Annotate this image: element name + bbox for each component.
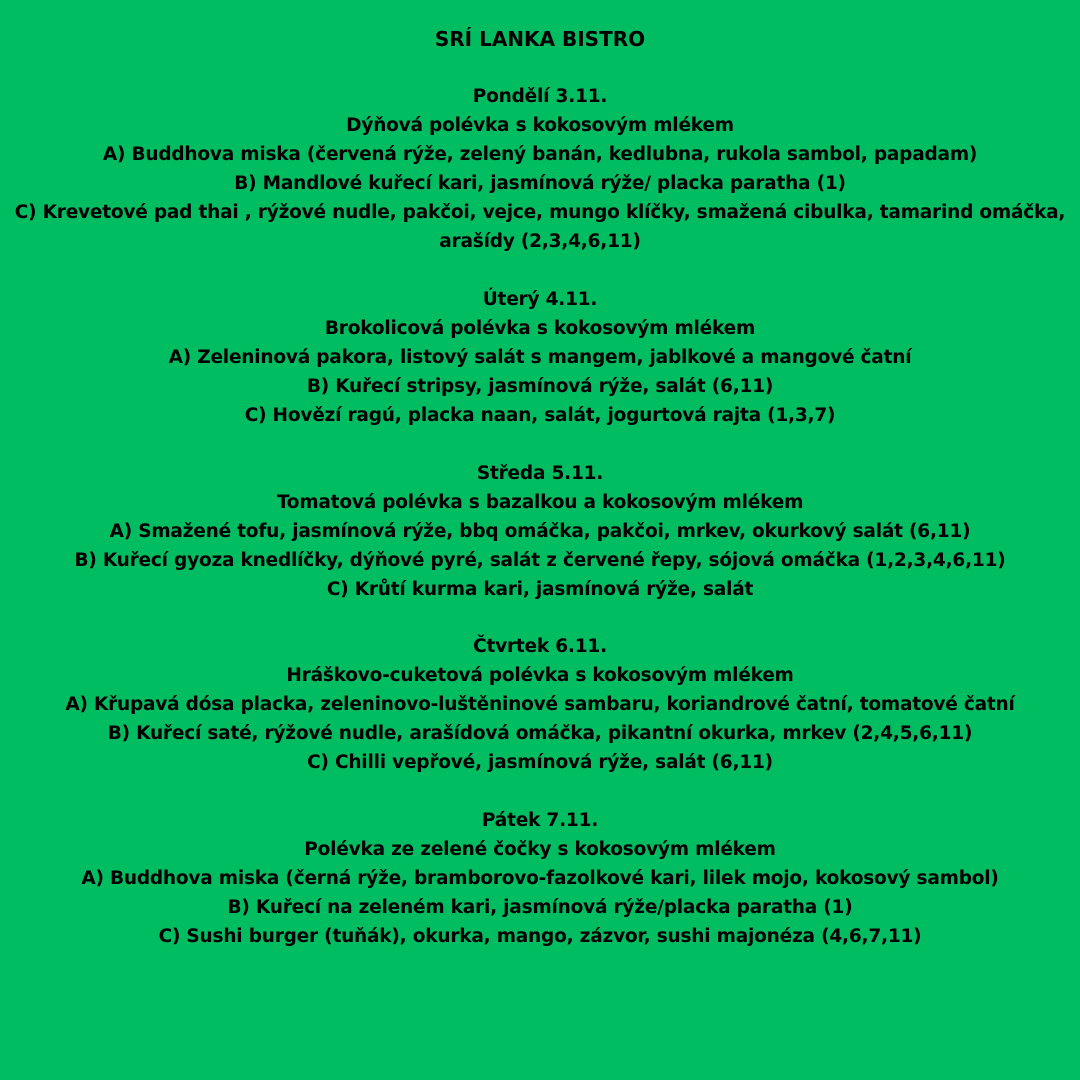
menu-option-b: B) Kuřecí stripsy, jasmínová rýže, salát (6,11) [306,376,774,397]
day-heading: Pondělí 3.11. [472,86,608,107]
menu-option-c: C) Krůtí kurma kari, jasmínová rýže, salát [326,579,754,600]
menu-option-c: C) Chilli vepřové, jasmínová rýže, salát (6,11) [307,752,773,773]
day-heading: Úterý 4.11. [482,289,598,310]
soup-line: Tomatová polévka s bazalkou a kokosovým mlékem [276,492,804,513]
menu-option-c: C) Hovězí ragú, placka naan, salát, jogurtová rajta (1,3,7) [244,405,836,426]
day-heading: Čtvrtek 6.11. [473,636,607,657]
soup-line: Polévka ze zelené čočky s kokosovým mlékem [304,839,776,860]
menu-option-c: C) Sushi burger (tuňák), okurka, mango, zázvor, sushi majonéza (4,6,7,11) [158,926,922,947]
menu-option-a: A) Zeleninová pakora, listový salát s mangem, jablkové a mangové čatní [168,347,912,368]
menu-option-a: A) Křupavá dósa placka, zeleninovo-luštěninové sambaru, koriandrové čatní, tomatové čatní [65,694,1015,715]
day-heading: Středa 5.11. [476,463,604,484]
menu-option-b: B) Kuřecí saté, rýžové nudle, arašídová omáčka, pikantní okurka, mrkev (2,4,5,6,11) [107,723,973,744]
day-block-wednesday [0,459,1080,604]
menu-option-b: B) Kuřecí na zeleném kari, jasmínová rýže/placka paratha (1) [227,897,853,918]
day-heading: Pátek 7.11. [481,810,599,831]
day-block-tuesday [0,285,1080,430]
day-block-monday [0,82,1080,256]
menu-option-a: A) Buddhova miska (červená rýže, zelený banán, kedlubna, rukola sambol, papadam) [102,144,978,165]
menu-option-a: A) Buddhova miska (černá rýže, bramborovo-fazolkové kari, lilek mojo, kokosový sambol) [81,868,999,889]
soup-line: Dýňová polévka s kokosovým mlékem [346,115,734,136]
menu-option-b: B) Mandlové kuřecí kari, jasmínová rýže/ placka paratha (1) [234,173,846,194]
day-block-friday [0,806,1080,951]
menu-option-c: C) Krevetové pad thai , rýžové nudle, pakčoi, vejce, mungo klíčky, smažená cibulka, tamarind omáčka, arašídy (2,3,4,6,11) [14,202,1066,252]
restaurant-title: SRÍ LANKA BISTRO [434,27,646,51]
menu-option-b: B) Kuřecí gyoza knedlíčky, dýňové pyré, salát z červené řepy, sójová omáčka (1,2,3,4,6,11) [74,550,1006,571]
menu-option-a: A) Smažené tofu, jasmínová rýže, bbq omáčka, pakčoi, mrkev, okurkový salát (6,11) [109,521,971,542]
soup-line: Hráškovo-cuketová polévka s kokosovým mlékem [286,665,794,686]
day-block-thursday [0,632,1080,777]
soup-line: Brokolicová polévka s kokosovým mlékem [324,318,756,339]
